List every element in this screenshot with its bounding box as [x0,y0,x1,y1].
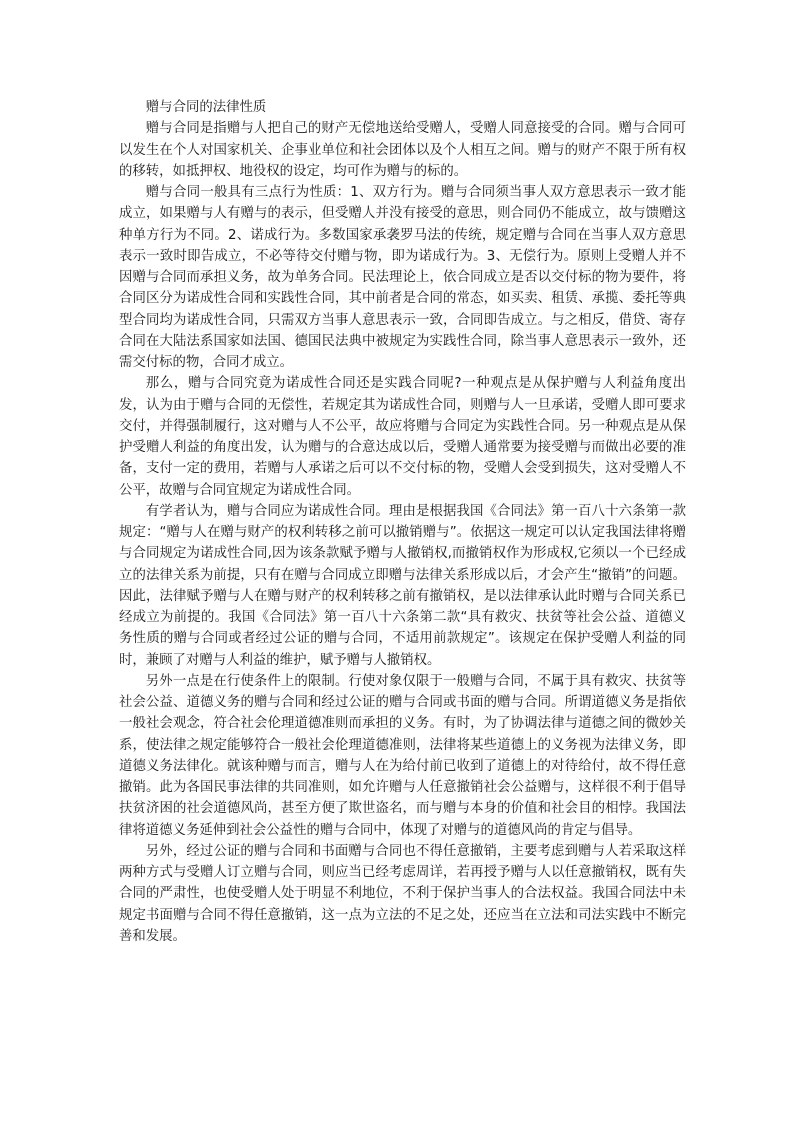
paragraph-scholar-opinion: 有学者认为，赠与合同应为诺成性合同。理由是根据我国《合同法》第一百八十六条第一款规定：“赠与人在赠与财产的权利转移之前可以撤销赠与”。依据这一规定可以认定我国法律将赠与合同规定为诺成性合同,因为该条款赋予赠与人撤销权,而撤销权作为形成权,它须以一个已经成立的法律关系为前提，只有在赠与合同成立即赠与法律关系形成以后，才会产生“撤销”的问题。因此，法律赋予赠与人在赠与财产的权利转移之前有撤销权，是以法律承认此时赠与合同关系已经成立为前提的。我国《合同法》第一百八十六条第二款“具有救灾、扶贫等社会公益、道德义务性质的赠与合同或者经过公证的赠与合同，不适用前款规定”。该规定在保护受赠人利益的同时，兼顾了对赠与人利益的维护，赋予赠与人撤销权。 [119,503,686,668]
document-body [119,97,686,947]
paragraph-exercise-limits: 另外一点是在行使条件上的限制。行使对象仅限于一般赠与合同，不属于具有救灾、扶贫等社会公益、道德义务的赠与合同和经过公证的赠与合同或书面的赠与合同。所谓道德义务是指依一般社会观念，符合社会伦理道德准则而承担的义务。有时，为了协调法律与道德之间的微妙关系，使法律之规定能够符合一般社会伦理道德准则，法律将某些道德上的义务视为法律义务，即道德义务法律化。就该种赠与而言，赠与人在为给付前已收到了道德上的对待给付，故不得任意撤销。此为各国民事法律的共同准则，如允许赠与人任意撤销社会公益赠与，这样很不利于倡导扶贫济困的社会道德风尚，甚至方便了欺世盗名，而与赠与本身的价值和社会目的相悖。我国法律将道德义务延伸到社会公益性的赠与合同中，体现了对赠与的道德风尚的肯定与倡导。 [119,673,686,838]
paragraph-two-viewpoints: 那么，赠与合同究竟为诺成性合同还是实践合同呢?一种观点是从保护赠与人利益角度出发，认为由于赠与合同的无偿性，若规定其为诺成性合同，则赠与人一旦承诺，受赠人即可要求交付，并得强制履行，这对赠与人不公平，故应将赠与合同定为实践性合同。另一种观点是从保护受赠人利益的角度出发，认为赠与的合意达成以后，受赠人通常要为接受赠与而做出必要的准备，支付一定的费用，若赠与人承诺之后可以不交付标的物，受赠人会受到损失，这对受赠人不公平，故赠与合同宜规定为诺成性合同。 [119,376,686,498]
paragraph-definition: 赠与合同是指赠与人把自己的财产无偿地送给受赠人，受赠人同意接受的合同。赠与合同可以发生在个人对国家机关、企事业单位和社会团体以及个人相互之间。赠与的财产不限于所有权的移转，如抵押权、地役权的设定，均可作为赠与的标的。 [119,121,686,179]
paragraph-three-characteristics: 赠与合同一般具有三点行为性质：1、双方行为。赠与合同须当事人双方意思表示一致才能成立，如果赠与人有赠与的表示，但受赠人并没有接受的意思，则合同仍不能成立，故与馈赠这种单方行为不同。2、诺成行为。多数国家承袭罗马法的传统，规定赠与合同在当事人双方意思表示一致时即告成立，不必等待交付赠与物，即为诺成行为。3、无偿行为。原则上受赠人并不因赠与合同而承担义务，故为单务合同。民法理论上，依合同成立是否以交付标的物为要件，将合同区分为诺成性合同和实践性合同，其中前者是合同的常态，如买卖、租赁、承揽、委托等典型合同均为诺成性合同，只需双方当事人意思表示一致，合同即告成立。与之相反，借贷、寄存合同在大陆法系国家如法国、德国民法典中被规定为实践性合同，除当事人意思表示一致外，还需交付标的物，合同才成立。 [119,185,686,370]
paragraph-notarized-contracts: 另外，经过公证的赠与合同和书面赠与合同也不得任意撤销，主要考虑到赠与人若采取这样两种方式与受赠人订立赠与合同，则应当已经考虑周详，若再授予赠与人以任意撤销权，既有失合同的严肃性，也使受赠人处于明显不利地位，不利于保护当事人的合法权益。我国合同法中未规定书面赠与合同不得任意撤销，这一点为立法的不足之处，还应当在立法和司法实践中不断完善和发展。 [119,843,686,944]
document-title: 赠与合同的法律性质 [145,100,267,115]
